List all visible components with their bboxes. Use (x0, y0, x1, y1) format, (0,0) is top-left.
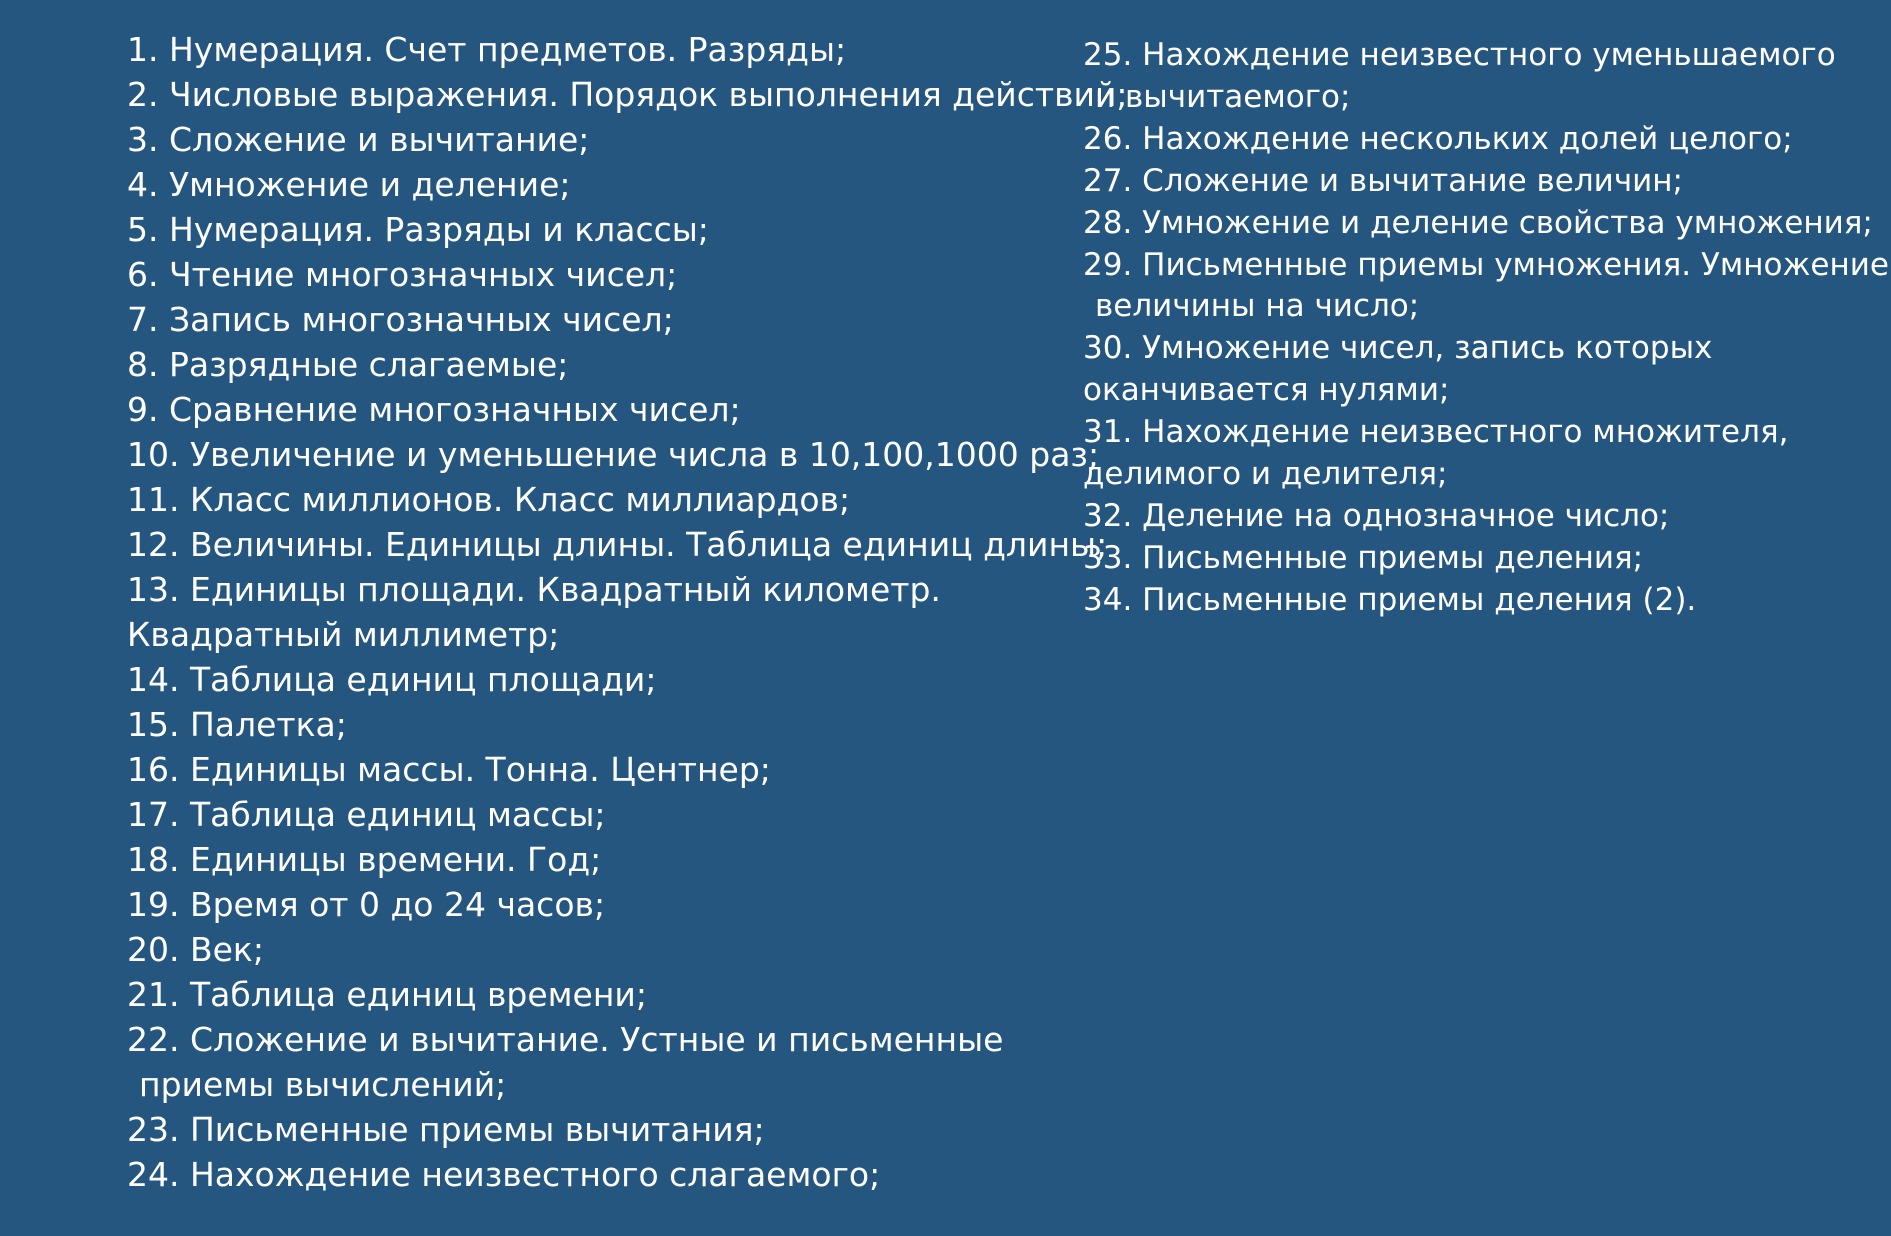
list-item: 15. Палетка; (127, 705, 347, 744)
list-item: 29. Письменные приемы умножения. Умножение (1083, 246, 1889, 283)
list-item: 11. Класс миллионов. Класс миллиардов; (127, 480, 851, 519)
list-item: 34. Письменные приемы деления (2). (1083, 581, 1697, 618)
list-item: 26. Нахождение нескольких долей целого; (1083, 120, 1793, 157)
list-item: 24. Нахождение неизвестного слагаемого; (127, 1155, 881, 1194)
list-item-continuation: делимого и делителя; (1083, 456, 1448, 493)
list-item: 13. Единицы площади. Квадратный километр. (127, 570, 941, 609)
list-item: 5. Нумерация. Разряды и классы; (127, 210, 709, 249)
list-item: 9. Сравнение многозначных чисел; (127, 390, 741, 429)
list-item-continuation: Квадратный миллиметр; (127, 615, 560, 654)
list-item: 19. Время от 0 до 24 часов; (127, 885, 606, 924)
topic-list-right (1083, 35, 1889, 622)
list-item: 31. Нахождение неизвестного множителя, (1083, 414, 1789, 451)
list-item: 30. Умножение чисел, запись которых (1083, 330, 1713, 367)
list-item: 6. Чтение многозначных чисел; (127, 255, 678, 294)
list-item: 22. Сложение и вычитание. Устные и письменные (127, 1020, 1004, 1059)
topic-list-left (127, 27, 1128, 1197)
list-item: 4. Умножение и деление; (127, 165, 571, 204)
list-item: 3. Сложение и вычитание; (127, 120, 590, 159)
list-item: 16. Единицы массы. Тонна. Центнер; (127, 750, 771, 789)
list-item: 32. Деление на однозначное число; (1083, 497, 1670, 534)
list-item: 20. Век; (127, 930, 264, 969)
list-item: 1. Нумерация. Счет предметов. Разряды; (127, 30, 847, 69)
list-item: 28. Умножение и деление свойства умножения; (1083, 204, 1873, 241)
list-item: 8. Разрядные слагаемые; (127, 345, 569, 384)
list-item: 23. Письменные приемы вычитания; (127, 1110, 765, 1149)
list-item: 21. Таблица единиц времени; (127, 975, 647, 1014)
list-item-continuation: величины на число; (1095, 288, 1420, 325)
list-item: 18. Единицы времени. Год; (127, 840, 602, 879)
list-item: 33. Письменные приемы деления; (1083, 539, 1644, 576)
list-item-continuation: приемы вычислений; (139, 1065, 507, 1104)
list-item: 17. Таблица единиц массы; (127, 795, 606, 834)
list-item-continuation: оканчивается нулями; (1083, 372, 1450, 409)
list-item: 12. Величины. Единицы длины. Таблица единиц длины; (127, 525, 1108, 564)
list-item: 10. Увеличение и уменьшение числа в 10,100,1000 раз; (127, 435, 1100, 474)
list-item: 14. Таблица единиц площади; (127, 660, 657, 699)
list-item: 2. Числовые выражения. Порядок выполнения действий; (127, 75, 1128, 114)
list-item: 27. Сложение и вычитание величин; (1083, 162, 1684, 199)
list-item: 7. Запись многозначных чисел; (127, 300, 674, 339)
list-item: 25. Нахождение неизвестного уменьшаемого (1083, 37, 1836, 73)
list-item-continuation: и вычитаемого; (1095, 78, 1351, 115)
